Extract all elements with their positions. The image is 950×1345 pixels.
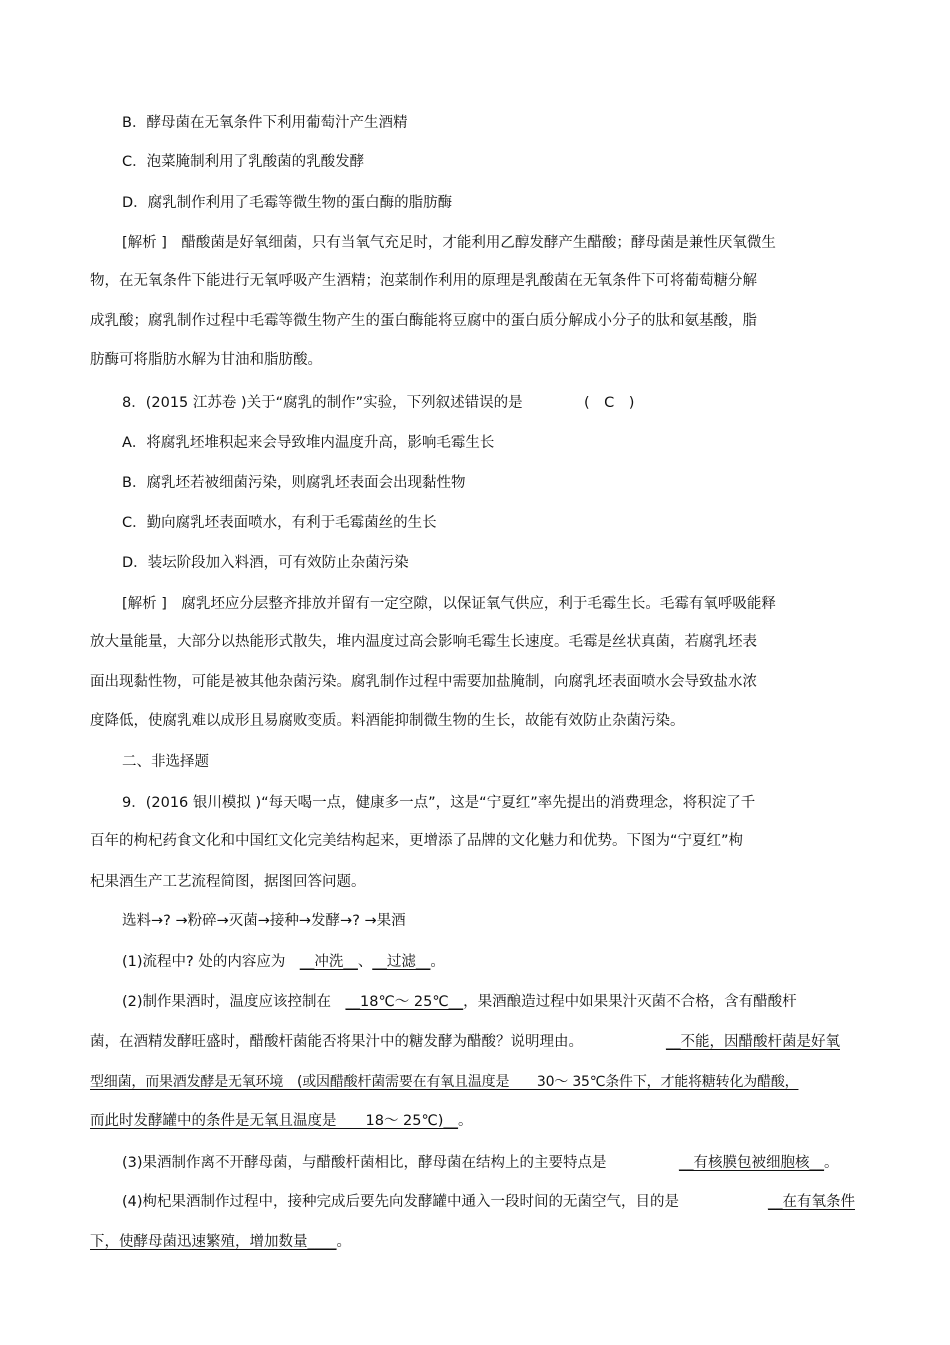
q9-part-2-prefix: (2)制作果酒时，温度应该控制在 [122, 994, 346, 1010]
q9-part-3-suffix: 。 [824, 1155, 839, 1171]
section-title: 二、非选择题 [122, 754, 209, 770]
q7-analysis-line-4: 肪酶可将脂肪水解为甘油和脂肪酸。 [90, 352, 322, 368]
q7-option-d: D．腐乳制作利用了毛霉等微生物的蛋白酶的脂肪酶 [122, 195, 453, 211]
q9-part-2-line-2: 菌，在酒精发酵旺盛时，醋酸杆菌能否将果汁中的糖发酵为醋酸？说明理由。 [90, 1034, 583, 1050]
q9-part-4-answer-line-1 [768, 1192, 855, 1212]
q8-option-b: B．腐乳坯若被细菌污染，则腐乳坯表面会出现黏性物 [122, 475, 466, 491]
q9-part-4-answer-line-2 [90, 1232, 351, 1252]
q9-part-2-rest: ，果酒酿造过程中如果果汁灭菌不合格，含有醋酸杆 [463, 994, 797, 1010]
q9-part-2-line-1 [122, 992, 797, 1012]
q8-option-c: C．勤向腐乳坯表面喷水，有利于毛霉菌丝的生长 [122, 515, 437, 531]
q9-part-3-answer: __有核膜包被细胞核__ [679, 1155, 824, 1171]
q9-stem-line-1: 9．(2016 银川模拟 )“每天喝一点，健康多一点”，这是“宁夏红”率先提出的消费理念，将积淀了千 [122, 795, 756, 811]
q9-part-4-answer-text-2: 下，使酵母菌迅速繁殖，增加数量____ [90, 1234, 337, 1250]
q8-option-d: D．装坛阶段加入料酒，可有效防止杂菌污染 [122, 555, 409, 571]
q8-stem: 8．(2015 江苏卷 )关于“腐乳的制作”实验，下列叙述错误的是 [122, 395, 523, 411]
q9-stem-line-2: 百年的枸杞药食文化和中国红文化完美结构起来，更增添了品牌的文化魅力和优势。下图为“宁夏红”枸 [90, 833, 744, 849]
q9-part-2-temperature-answer: __18℃～ 25℃__ [345, 994, 464, 1010]
q8-analysis-line-3: 面出现黏性物，可能是被其他杂菌污染。腐乳制作过程中需要加盐腌制，向腐乳坯表面喷水会导致盐水浓 [90, 674, 757, 690]
q8-option-a: A．将腐乳坯堆积起来会导致堆内温度升高，影响毛霉生长 [122, 435, 495, 451]
q9-part-2-answer-text-4: 而此时发酵罐中的条件是无氧且温度是 18～ 25℃)__ [90, 1113, 458, 1129]
q9-stem-line-3: 杞果酒生产工艺流程简图，据图回答问题。 [90, 874, 366, 890]
q9-part-2-answer-line-3 [90, 1072, 798, 1092]
q9-part-2-answer-text-3: 型细菌，而果酒发酵是无氧环境 (或因醋酸杆菌需要在有氧且温度是 30～ 35℃条件下，才能将糖转化为醋酸， [90, 1074, 799, 1090]
q9-part-2-answer-line-4 [90, 1111, 472, 1131]
q9-part-1 [122, 952, 445, 972]
q7-analysis-line-2: 物，在无氧条件下能进行无氧呼吸产生酒精；泡菜制作利用的原理是乳酸菌在无氧条件下可将葡萄糖分解 [90, 273, 757, 289]
q8-analysis-line-1: [解析 ] 腐乳坯应分层整齐排放并留有一定空隙，以保证氧气供应，利于毛霉生长。毛霉有氧呼吸能释 [122, 596, 776, 612]
q9-part-1-answer-2: __过滤__ [372, 954, 431, 970]
q7-option-c: C．泡菜腌制利用了乳酸菌的乳酸发酵 [122, 154, 365, 170]
q9-part-4-prefix: (4)枸杞果酒制作过程中，接种完成后要先向发酵罐中通入一段时间的无菌空气，目的是 [122, 1194, 680, 1210]
q9-part-4-answer-text-1: __在有氧条件 [768, 1194, 855, 1210]
q9-part-1-prefix: (1)流程中? 处的内容应为 [122, 954, 300, 970]
q9-part-2-answer-text-2: __不能，因醋酸杆菌是好氧 [666, 1034, 840, 1050]
q9-part-4-suffix: 。 [336, 1234, 351, 1250]
q9-part-3-answer-line [679, 1153, 839, 1173]
q9-part-2-answer-line-2 [666, 1032, 840, 1052]
q8-answer: ( C ) [584, 395, 635, 411]
q9-part-1-separator: 、 [357, 954, 373, 970]
q9-part-2-suffix: 。 [457, 1113, 473, 1129]
q9-process-flow: 选料→? →粉碎→灭菌→接种→发酵→? →果酒 [122, 913, 406, 929]
q7-option-b: B．酵母菌在无氧条件下利用葡萄汁产生酒精 [122, 115, 408, 131]
q7-analysis-line-3: 成乳酸；腐乳制作过程中毛霉等微生物产生的蛋白酶能将豆腐中的蛋白质分解成小分子的肽和氨基酸，脂 [90, 313, 757, 329]
q8-analysis-line-4: 度降低，使腐乳难以成形且易腐败变质。料酒能抑制微生物的生长，故能有效防止杂菌污染。 [90, 713, 685, 729]
q9-part-1-suffix: 。 [430, 954, 445, 970]
q7-analysis-line-1: [解析 ] 醋酸菌是好氧细菌，只有当氧气充足时，才能利用乙醇发酵产生醋酸；酵母菌是兼性厌氧微生 [122, 235, 776, 251]
q8-analysis-line-2: 放大量能量，大部分以热能形式散失，堆内温度过高会影响毛霉生长速度。毛霉是丝状真菌，若腐乳坯表 [90, 634, 757, 650]
q9-part-1-answer-1: __冲洗__ [299, 954, 358, 970]
q9-part-3-prefix: (3)果酒制作离不开酵母菌，与醋酸杆菌相比，酵母菌在结构上的主要特点是 [122, 1155, 607, 1171]
